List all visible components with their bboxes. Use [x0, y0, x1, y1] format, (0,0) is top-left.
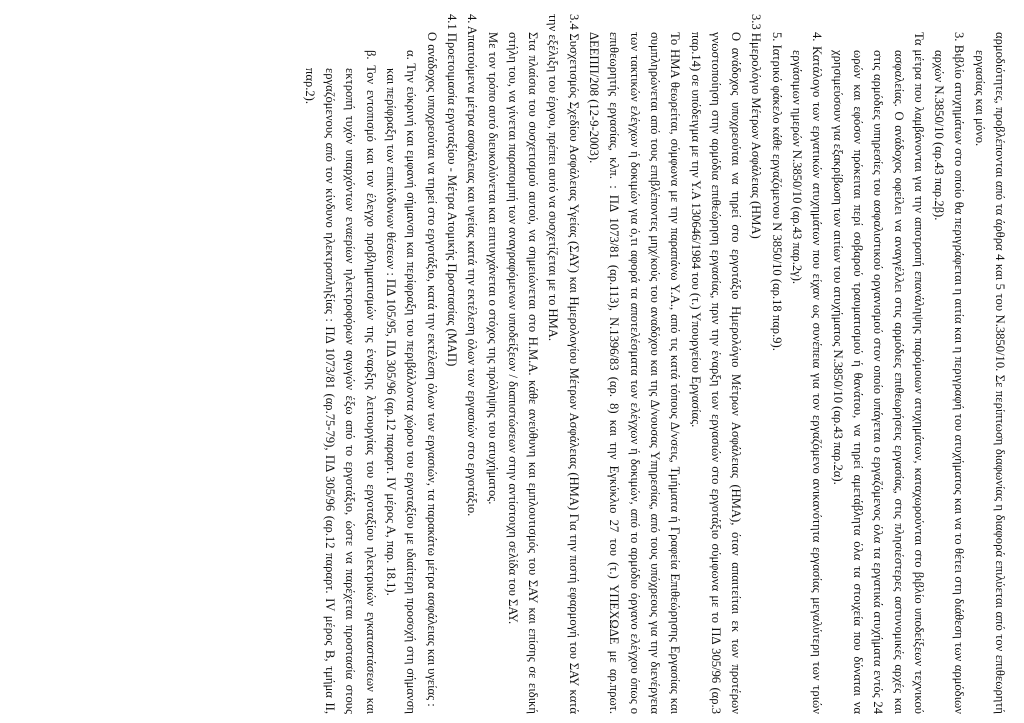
- paragraph: Ο ανάδοχος υποχρεούται να τηρεί στο εργοτάξιο Ημερολόγιο Μέτρων Ασφάλειας (ΗΜΑ), όταν απαιτείται εκ των προτέρων γνωστοποίηση στην αρμόδια επιθεώρηση εργασίας, πριν την έναρξη των εργασιών στο εργοτάξιο σύμφωνα με το ΠΔ 305/96 (αρ.3 παρ.14) σε υπόδειγμα με την Υ.Α 130646/1984 του (τ.) Υπουργείου Εργασίας.: [688, 32, 744, 714]
- paragraph: Τα μέτρα που λαμβάνονται για την αποτροπή επανάληψης παρόμοιων ατυχημάτων, καταχωρούνται στο βιβλίο υποδείξεων τεχνικού ασφαλείας. Ο ανάδοχος οφείλει να αναγγέλλει στις αρμόδιες επιθεωρήσεις εργασίας, στις πλησιέστερες αστυνομικές αρχές και στις αρμόδιες υπηρεσίες του ασφαλιστικού οργανισμού στον οποίο υπάγεται ο εργαζόμενος όλα τα εργατικά ατυχήματα εντός 24 ωρών και εφόσον πρόκειται περί σοβαρού τραυματισμού ή θανάτου, να τηρεί αμετάβλητα όλα τα στοιχεία που δύναται να χρησιμεύσουν για εξακρίβωση των αιτίων του ατυχήματος Ν.3850/10 (αρ.43 παρ.2α).: [830, 32, 926, 714]
- paragraph: 5. Ιατρικό φάκελο κάθε εργαζόμενου Ν 3850/10 (αρ.18 παρ.9).: [769, 32, 784, 351]
- section-heading: 4.1 Προετοιμασία εργοταξίου - Μέτρα Ατομικής Προστασίας (ΜΑΠ): [444, 14, 459, 367]
- paragraph: β. Τον εντοπισμό και τον έλεγχο προβληματισμών της έναρξης λειτουργίας του εργοταξίου ηλεκτρικών εγκαταστάσεων και εκτροπή τυχόν υπαρχόντων εναερίων ηλεκτροφόρων αγωγών έξω από το εργοτάξιο, ώστε να παρέχεται προστασία στους εργαζόμενους από τον κίνδυνο ηλεκτροπληξίας : ΠΔ 1073/81 (αρ.75-79), ΠΔ 305/96 (αρ.12 παραρτ. IV μέρος Β, τμήμα II, παρ.2).: [302, 50, 378, 714]
- paragraph: 4. Κατάλογο των εργατικών ατυχημάτων που είχαν ως συνέπεια για τον εργαζόμενο ανικανότητα εργασίας μεγαλύτερη των τριών εργάσιμων ημερών Ν.3850/10 (αρ.43 παρ.2γ).: [790, 32, 825, 714]
- paragraph: Το ΗΜΑ θεωρείται, σύμφωνα με την παραπάνω Υ.Α., από τις κατά τόπους Δ/νσεις, Τμήματα ή Γραφεία Επιθεώρησης Εργασίας και συμπληρώνεται από τους επιβλέποντες μηχ/κούς του αναδόχου και της Δ/νουσας Υπηρεσίας, από τους υπόχρεους για την διενέργεια των τακτικών ελέγχων ή δοκιμών για ό,τι αφορά τα αποτελέσματα των ελέγχων ή δοκιμών, από το αρμόδιο όργανο ελέγχου όπως ο επιθεωρητής εργασίας, κλπ. : ΠΔ 1073/81 (αρ.113), Ν.1396/83 (αρ. 8) και την Εγκύκλιο 27 του (τ.) ΥΠΕΧΩΔΕ με αρ.πρωτ. ΔΕΕΠΠ/208 (12-9-2003).: [587, 32, 683, 714]
- paragraph: Στα πλαίσια του συσχετισμού αυτού, να σημειώνεται στο Η.Μ.Α. κάθε ανεύθυνη και εμπλουτισμός του ΣΑΥ και επίσης σε ειδική στήλη του, να γίνεται παραπομπή των αναγραφόμενων υποδείξεων / διαπιστώσεων στην αντίστοιχη σελίδα του ΣΑΥ.: [505, 32, 541, 714]
- paragraph: 3. Βιβλίο ατυχημάτων στο οποίο θα περιγράφεται η αιτία και η περιγραφή του ατυχήματος και να το θέτει στη διάθεση των αρμόδιων αρχών Ν.3850/10 (αρ.43 παρ.2β).: [932, 32, 967, 714]
- section-heading: 4. Απαιτούμενα μέτρα ασφάλειας και υγείας κατά την εκτέλεση όλων των εργασιών στο εργοτάξιο.: [465, 14, 480, 517]
- paragraph: Ο ανάδοχος υποχρεούται να τηρεί στο εργοτάξιο, κατά την εκτέλεση όλων των εργασιών, τα παρακάτω μέτρα ασφάλειας και υγείας :: [424, 32, 439, 707]
- section-heading: 3.3 Ημερολόγιο Μέτρων Ασφάλειας (ΗΜΑ): [749, 14, 764, 239]
- document-page: [10, 14, 1010, 714]
- section-heading: 3.4 Συσχετισμός Σχεδίου Ασφάλειας Υγείας (ΣΑΥ) και Ημερολογίου Μέτρων Ασφάλειας (ΗΜΑ) Για την πιστή εφαρμογή του ΣΑΥ κατά την εξέλιξη του έργου, πρέπει αυτό να συσχετίζεται με το ΗΜΑ.: [546, 14, 581, 714]
- paragraph: αρμοδιότητες, προβλέπονται από τα άρθρα 4 και 5 του Ν.3850/10. Σε περίπτωση διαφωνίας η διαφορά επιλύεται από τον επιθεωρητή εργασίας και μόνο.: [972, 32, 1007, 714]
- paragraph: Με τον τρόπο αυτό διευκολύνεται και επιτυγχάνεται ο στόχος της πρόληψης του ατυχήματος.: [485, 32, 500, 505]
- paragraph: α. Την εύκρινή και εμφανή σήμανση και περίφραξη του περιβάλλοντα χώρου του εργοταξίου με ιδιαίτερη προσοχή στη σήμανση και περίφραξη των επικίνδυνων θέσεων : ΠΔ 105/95, ΠΔ 305/96 (αρ.12 παραρτ. IV μέρος Α, παρ. 18.1).: [384, 50, 419, 714]
